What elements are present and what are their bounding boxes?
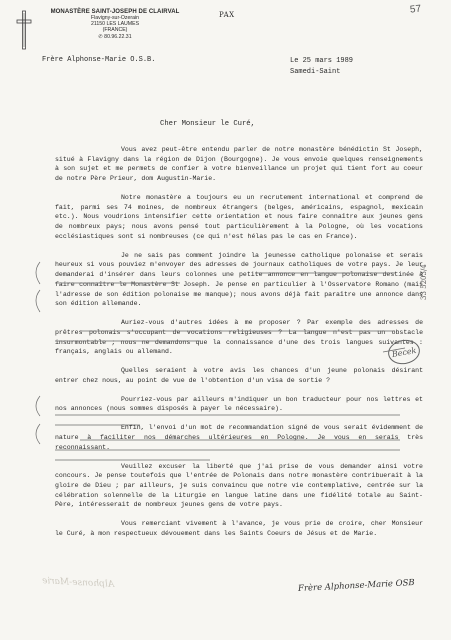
handwritten-signature: Frère Alphonse-Marie OSB — [297, 577, 415, 595]
salutation: Cher Monsieur le Curé, — [160, 120, 255, 128]
date-line: Le 25 mars 1989 — [290, 57, 354, 65]
bracket-mark — [36, 396, 40, 416]
bracket-mark — [36, 262, 40, 284]
date-day: Samedi-Saint — [290, 67, 341, 76]
manuscript-number: 57 — [409, 3, 422, 16]
sender-name: Frère Alphonse-Marie O.S.B. — [42, 56, 156, 64]
letterhead-line: Flavigny-sur-Ozerain — [90, 15, 140, 21]
bracket-mark — [36, 290, 40, 312]
cross-logo-icon — [16, 10, 32, 50]
letter-date — [290, 56, 353, 77]
paragraph: Je ne sais pas comment joindre la jeunesse catholique polonaise et serais heureux si vous pouviez m'envoyer des adresses de journaux catholiques de votre pays. Je leur demanderai d'insérer dans leurs colonnes une petite annonce en langue polonaise destinée à faire connaître le Monastère St Joseph. Je pense en particulier à l'Osservatore Romano (mais l'adresse de son édition polonaise me manque); nous avons déjà fait paraître une annonce dans son édition allemande. — [55, 251, 423, 308]
paragraph: Pourriez-vous par ailleurs m'indiquer un bon traducteur pour nos lettres et nos annonces (nous sommes disposés à payer le nécessaire). — [55, 395, 423, 413]
letterhead-line: 21150 LES LAUMES — [90, 21, 140, 28]
paragraph: Vous avez peut-être entendu parler de notre monastère bénédictin St Joseph, situé à Flavigny dans la région de Dijon (Bourgogne). Je vous envoie quelques renseignements à son sujet et me permets de confier à votre bienveillance un projet qui tient fort au coeur de notre Père Prieur, dom Augustin-Marie. — [55, 146, 423, 183]
bleed-through-signature: Alphonse-Marie — [41, 576, 115, 590]
letterhead-line: (FRANCE) — [102, 27, 128, 34]
paragraph: Auriez-vous d'autres idées à me proposer ? Par exemple des adresses de prêtres polonais s'occupant de vocations religieuses ? La langue n'est pas un obstacle insurmontable ; nous ne demandons que la connaissance d'une des trois langues suivantes : français, anglais ou allemand. — [55, 319, 423, 356]
paragraph: Quelles seraient à votre avis les chances d'un jeune polonais désirant entrer chez nous, au point de vue de l'obtention d'un visa de sortie ? — [55, 367, 423, 384]
letterhead — [40, 9, 190, 40]
vertical-annotation: 33 5203/4 — [420, 264, 428, 300]
paragraph: Enfin, l'envoi d'un mot de recommandation signé de vous serait évidemment de nature à faciliter nos démarches ultérieures en Pologne. Je vous en serais très reconnaissant. — [55, 424, 423, 451]
paragraph: Vous remerciant vivement à l'avance, je vous prie de croire, cher Monsieur le Curé, à mon respectueux dévouement dans les Saints Coeurs de Jésus et de Marie. — [55, 520, 423, 537]
letter-body — [55, 145, 423, 539]
bracket-mark — [36, 424, 40, 444]
pax-heading: PAX — [219, 11, 235, 19]
letterhead-phone: ✆ 80.96.22.31 — [98, 33, 132, 40]
monastery-name: MONASTÈRE SAINT-JOSEPH DE CLAIRVAL — [50, 9, 180, 15]
circled-annotation: Becek — [386, 337, 422, 366]
paragraph: Notre monastère a toujours eu un recrutement international et comprend de fait, parmi ses 74 moines, de nombreux étrangers (belges, américains, espagnol, mexicain etc.). Nous voudrions intensifier cette orientation et nous faire connaître aux jeunes gens de nombreux pays; nous avons pensé tout particulièrement à la Pologne, où les vocations ecclésiastiques sont si nombreuses (ce qui n'est hélas pas le cas en France). — [55, 194, 423, 240]
paragraph: Veuillez excuser la liberté que j'ai prise de vous demander ainsi votre concours. Je pense toutefois que l'entrée de Polonais dans notre monastère contribuerait à la gloire de Dieu ; par ailleurs, je suis convaincu que notre vie contemplative, centrée sur la célébration solennelle de la Liturgie en langue latine dans une fidélité totale au Saint-Père, intéresserait de nombreux jeunes gens de votre pays. — [55, 462, 423, 509]
